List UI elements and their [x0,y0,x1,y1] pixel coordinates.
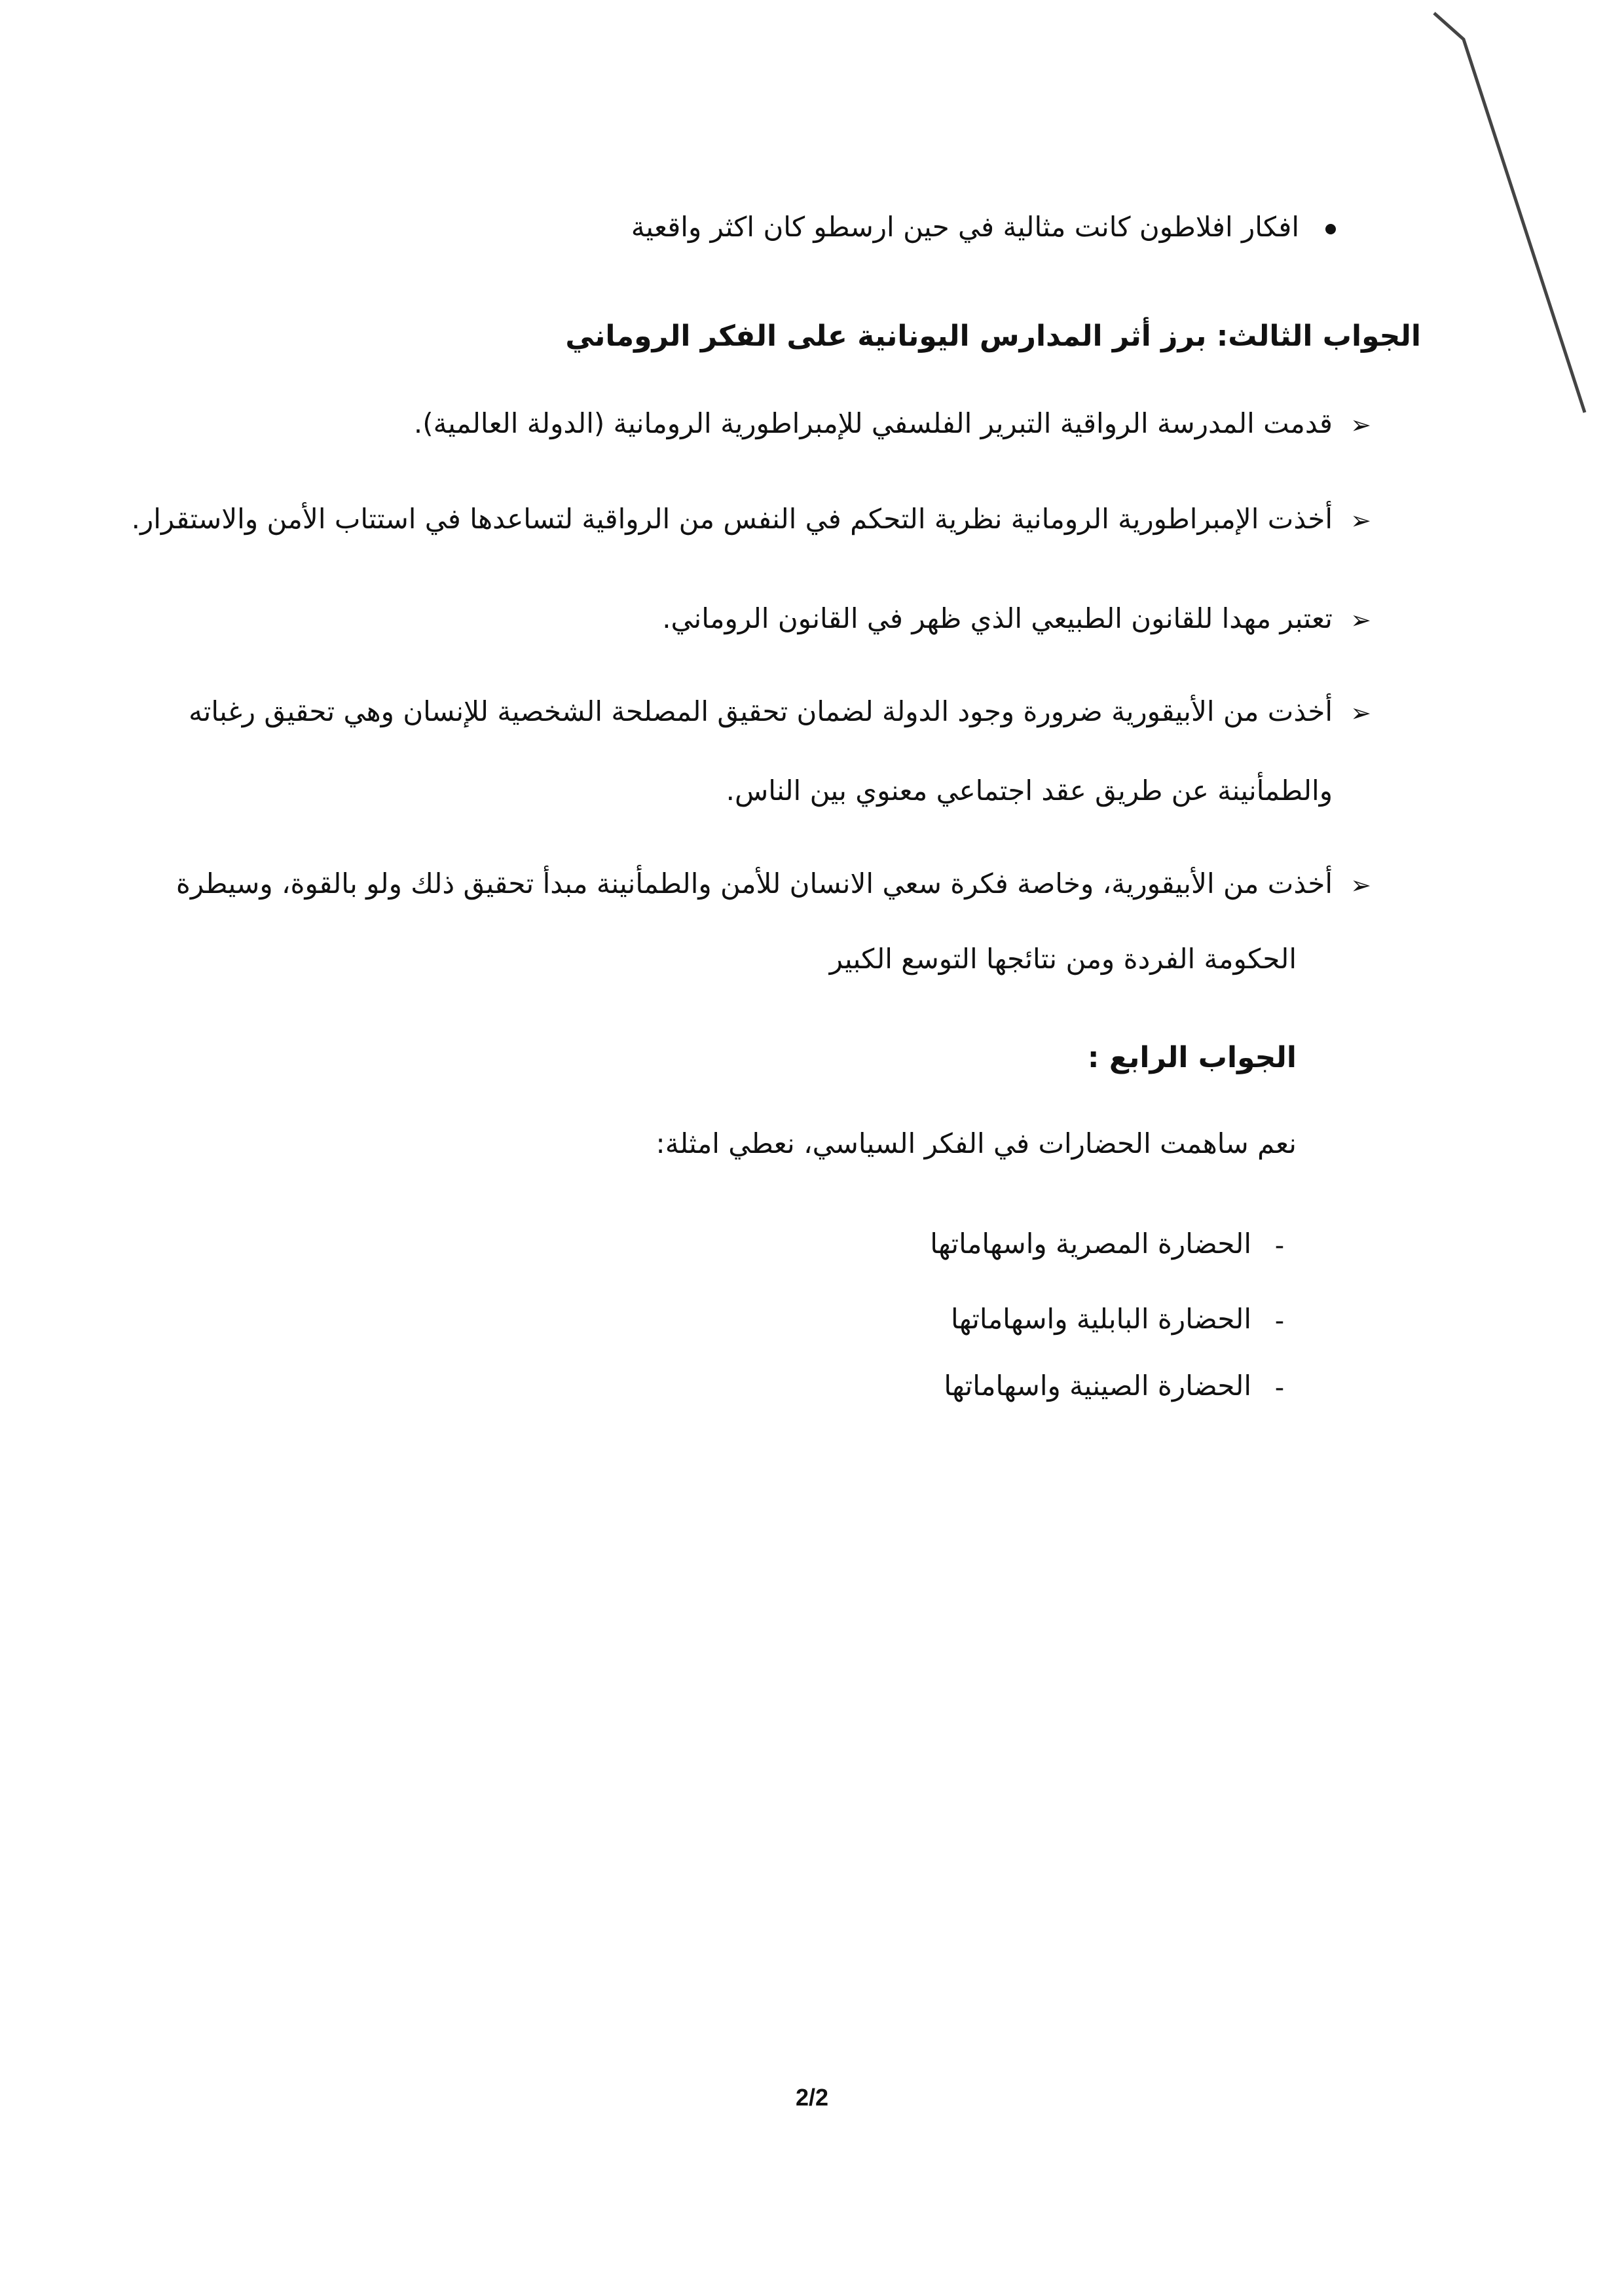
dash-bullet-icon: - [1274,1230,1285,1261]
answer-three-item-4-continuation: والطمأنينة عن طريق عقد اجتماعي معنوي بين الناس. [726,774,1333,807]
dash-bullet-icon: - [1274,1305,1285,1336]
answer-four-item-1-text: الحضارة المصرية واسهاماتها [930,1228,1251,1260]
answer-four-item-2 [951,1303,1287,1337]
answer-four-item-2-text: الحضارة البابلية واسهاماتها [951,1303,1251,1335]
answer-three-heading: الجواب الثالث: برز أثر المدارس اليونانية على الفكر الروماني [565,319,1421,353]
answer-three-item-5-continuation: الحكومة الفردة ومن نتائجها التوسع الكبير [829,943,1297,975]
answer-three-item-3 [662,602,1372,635]
answer-four-item-3 [944,1370,1287,1404]
dash-bullet-icon: - [1274,1372,1285,1403]
page-number: 2/2 [795,2084,829,2111]
arrowhead-bullet-icon: ➢ [1350,870,1371,900]
answer-four-item-1 [930,1228,1287,1262]
arrowhead-bullet-icon: ➢ [1350,505,1371,535]
answer-three-item-1 [414,407,1372,440]
answer-three-item-3-text: تعتبر مهدا للقانون الطبيعي الذي ظهر في القانون الروماني. [662,602,1333,634]
answer-three-item-5 [176,867,1372,900]
filled-circle-bullet-icon [1325,224,1336,234]
answer-three-item-5-text: أخذت من الأبيقورية، وخاصة فكرة سعي الانسان للأمن والطمأنينة مبدأ تحقيق ذلك ولو بالقوة، وسيطرة [175,867,1333,900]
arrowhead-bullet-icon: ➢ [1350,698,1371,727]
answer-three-item-2 [132,503,1372,536]
answer-three-item-1-text: قدمت المدرسة الرواقية التبرير الفلسفي للإمبراطورية الرومانية (الدولة العالمية). [413,407,1333,439]
answer-three-item-2-text: أخذت الإمبراطورية الرومانية نظرية التحكم في النفس من الرواقية لتساعدها في استتاب الأمن والاستقرار. [131,503,1333,535]
plato-aristotle-bullet-line [631,211,1336,244]
answer-four-heading: الجواب الرابع : [1087,1041,1297,1074]
answer-four-intro: نعم ساهمت الحضارات في الفكر السياسي، نعطي امثلة: [655,1127,1297,1159]
answer-four-item-3-text: الحضارة الصينية واسهاماتها [944,1370,1251,1402]
answer-three-item-4 [189,695,1372,728]
arrowhead-bullet-icon: ➢ [1350,410,1371,439]
answer-three-item-4-text: أخذت من الأبيقورية ضرورة وجود الدولة لضمان تحقيق المصلحة الشخصية للإنسان وهي تحقيق رغباته [189,695,1333,727]
plato-aristotle-text: افكار افلاطون كانت مثالية في حين ارسطو كان اكثر واقعية [631,211,1299,243]
arrowhead-bullet-icon: ➢ [1350,605,1371,634]
